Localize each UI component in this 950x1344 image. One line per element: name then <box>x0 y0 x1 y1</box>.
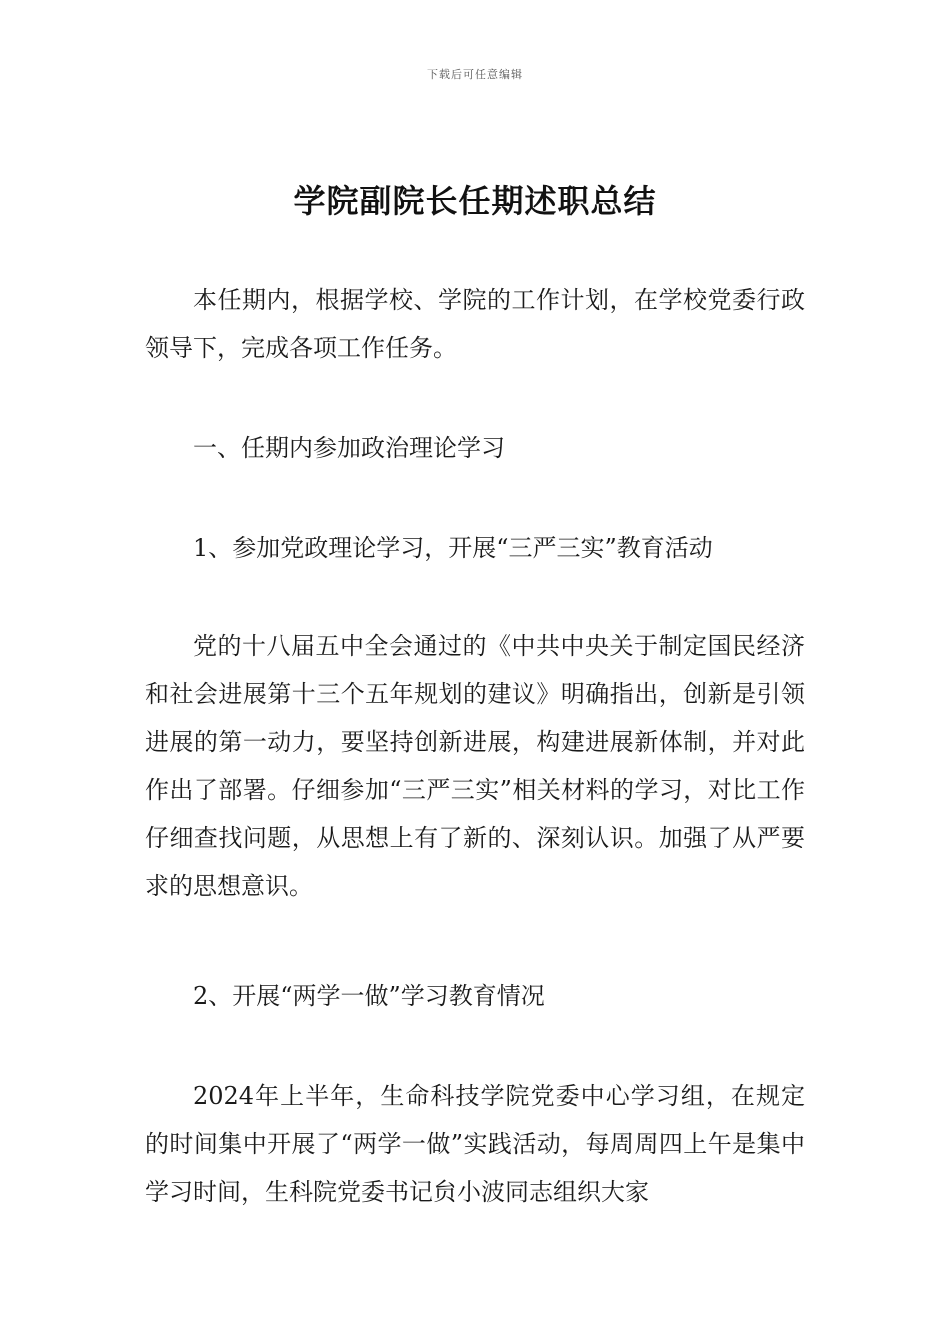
item-body-1: 党的十八届五中全会通过的《中共中央关于制定国民经济和社会进展第十三个五年规划的建议》明确指出，创新是引领进展的第一动力，要坚持创新进展，构建进展新体制，并对此作出了部署。仔细参加“三严三实”相关材料的学习，对比工作仔细查找问题，从思想上有了新的、深刻认识。加强了从严要求的思想意识。 <box>145 632 805 900</box>
section-heading-1: 一、任期内参加政治理论学习 <box>193 434 505 462</box>
document-title: 学院副院长任期述职总结 <box>293 182 657 220</box>
item-heading-2: 2、开展“两学一做”学习教育情况 <box>193 982 545 1010</box>
intro-paragraph: 本任期内，根据学校、学院的工作计划，在学校党委行政领导下，完成各项工作任务。 <box>145 286 805 362</box>
item-body-2: 2024年上半年，生命科技学院党委中心学习组，在规定的时间集中开展了“两学一做”实践活动，每周周四上午是集中学习时间，生科院党委书记贠小波同志组织大家 <box>145 1082 805 1206</box>
header-note: 下载后可任意编辑 <box>427 68 523 81</box>
item-heading-1: 1、参加党政理论学习，开展“三严三实”教育活动 <box>193 534 713 562</box>
